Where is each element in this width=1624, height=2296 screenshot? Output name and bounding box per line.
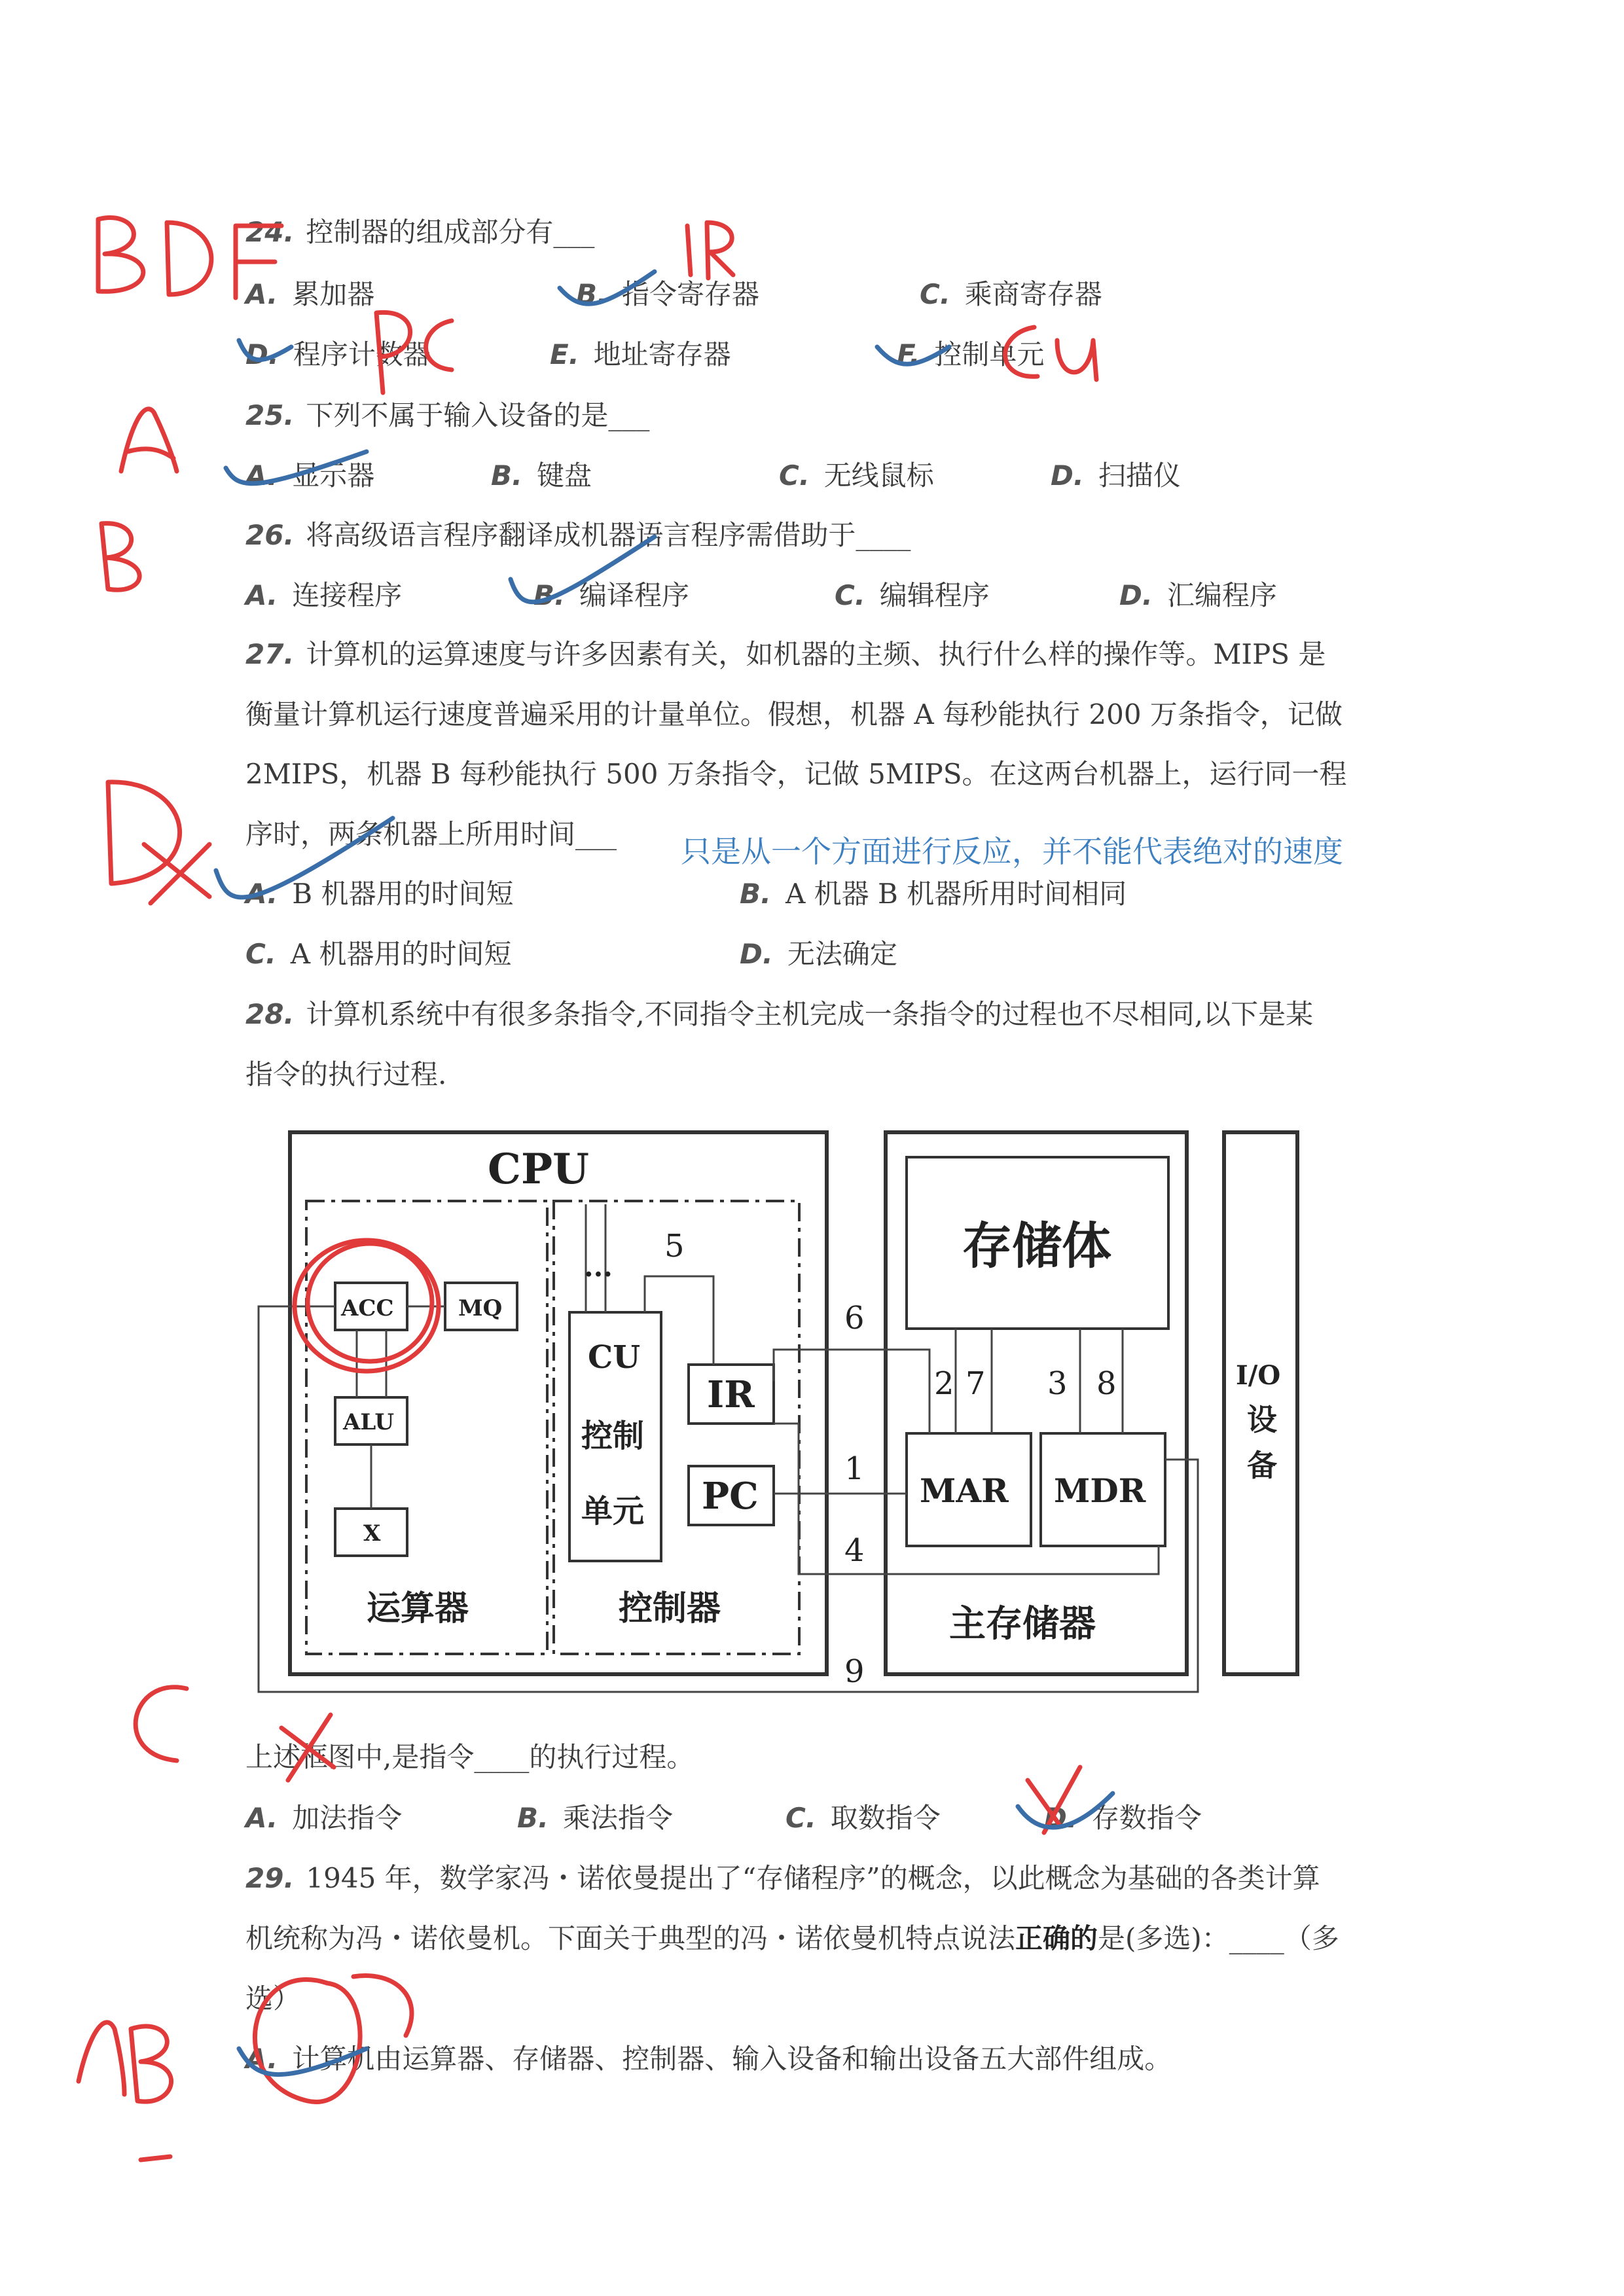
step-6: 6 <box>844 1300 865 1336</box>
q28-after-diagram: 上述框图中,是指令____的执行过程。 <box>245 1741 695 1773</box>
q25-option-d[interactable]: D. 扫描仪 <box>1051 459 1181 492</box>
pc-label: PC <box>702 1475 759 1518</box>
q27-line-3: 2MIPS，机器 B 每秒能执行 500 万条指令，记做 5MIPS。在这两台机器上，运行同一程 <box>245 758 1347 790</box>
ir-label: IR <box>707 1373 755 1416</box>
mq-box <box>445 1283 517 1330</box>
ir-box <box>689 1365 774 1424</box>
controller-label: 控制器 <box>619 1588 721 1628</box>
q28-option-b[interactable]: B. 乘法指令 <box>517 1802 673 1834</box>
q27-option-a[interactable]: A. B 机器用的时间短 <box>245 878 514 910</box>
q27-teacher-note: 只是从一个方面进行反应，并不能代表绝对的速度 <box>681 834 1343 869</box>
alu-box <box>335 1397 407 1444</box>
q24-option-e[interactable]: E. 地址寄存器 <box>550 338 731 370</box>
controller-group-box <box>554 1201 799 1654</box>
step-3: 3 <box>1047 1365 1068 1402</box>
ir-handwritten-note <box>687 223 733 278</box>
step-2: 2 <box>934 1365 954 1402</box>
q27-line-2: 衡量计算机运行速度普遍采用的计量单位。假想，机器 A 每秒能执行 200 万条指令，记做 <box>245 698 1343 730</box>
q24-option-c[interactable]: C. 乘商寄存器 <box>920 278 1102 310</box>
mdr-label: MDR <box>1054 1471 1146 1510</box>
cpu-box <box>290 1132 827 1674</box>
svg-text:A: A <box>124 471 125 472</box>
q29-line-1: 29. 1945 年，数学家冯・诺依曼提出了“存储程序”的概念，以此概念为基础的各类计算 <box>245 1862 1320 1894</box>
io-label-3: 备 <box>1247 1448 1277 1483</box>
mq-label: MQ <box>458 1295 503 1321</box>
q25-stem: 25. 下列不属于输入设备的是___ <box>245 399 650 431</box>
io-box <box>1224 1132 1297 1674</box>
cu-dots: ... <box>584 1251 613 1283</box>
svg-text:AB: AB <box>79 2094 80 2095</box>
cu-box <box>569 1312 661 1561</box>
q27-option-b[interactable]: B. A 机器 B 机器所用时间相同 <box>740 878 1127 910</box>
q24-stem: 24. 控制器的组成部分有___ <box>245 216 595 248</box>
x-box <box>335 1509 407 1556</box>
cu-label-3: 单元 <box>581 1493 645 1530</box>
io-label-1: I/O <box>1236 1360 1281 1391</box>
alu-group-box <box>306 1201 547 1654</box>
acc-box <box>335 1283 407 1330</box>
q27-handwritten-answer <box>108 782 209 903</box>
svg-text:IR: IR <box>687 275 689 276</box>
q26-option-b[interactable]: B. 编译程序 <box>533 579 689 611</box>
mar-label: MAR <box>920 1471 1009 1510</box>
cu-label-2: 控制 <box>581 1418 645 1454</box>
alu-label: ALU <box>343 1409 395 1435</box>
q27-option-c[interactable]: C. A 机器用的时间短 <box>245 938 512 970</box>
main-memory-label: 主存储器 <box>949 1602 1096 1645</box>
q25-option-b[interactable]: B. 键盘 <box>491 459 592 492</box>
q27-option-d[interactable]: D. 无法确定 <box>740 938 897 970</box>
main-memory-box <box>886 1132 1187 1674</box>
cpu-label: CPU <box>488 1145 589 1194</box>
step-5: 5 <box>664 1228 685 1265</box>
q26-option-c[interactable]: C. 编辑程序 <box>835 579 990 611</box>
q26-handwritten-answer <box>101 524 139 590</box>
mdr-box <box>1041 1433 1165 1546</box>
q26-option-d[interactable]: D. 汇编程序 <box>1119 579 1277 611</box>
q28-line-1: 28. 计算机系统中有很多条指令,不同指令主机完成一条指令的过程也不尽相同,以下是某 <box>245 998 1314 1030</box>
q25-option-c[interactable]: C. 无线鼠标 <box>779 459 934 492</box>
q27-line-4: 序时，两条机器上所用时间___ <box>245 818 617 850</box>
x-label: X <box>363 1520 381 1547</box>
q24-option-d[interactable]: D. 程序计数器 <box>245 338 431 370</box>
q26-option-a[interactable]: A. 连接程序 <box>245 579 403 611</box>
q25-handwritten-answer <box>121 409 177 472</box>
step-4: 4 <box>844 1532 865 1569</box>
step-9: 9 <box>844 1653 865 1690</box>
q29-line-3: 选） <box>245 1982 301 2015</box>
storage-body-label: 存储体 <box>962 1217 1111 1275</box>
acc-circle <box>295 1240 439 1371</box>
q27-line-1: 27. 计算机的运算速度与许多因素有关，如机器的主频、执行什么样的操作等。MIPS 是 <box>245 638 1326 670</box>
q24-option-a[interactable]: A. 累加器 <box>245 278 375 310</box>
q24-option-b[interactable]: B. 指令寄存器 <box>576 278 759 310</box>
q28-line-2: 指令的执行过程. <box>245 1058 447 1090</box>
pc-box <box>689 1466 774 1525</box>
mar-box <box>907 1433 1031 1546</box>
step-8: 8 <box>1096 1365 1117 1402</box>
storage-body-box <box>907 1157 1168 1329</box>
q26-stem: 26. 将高级语言程序翻译成机器语言程序需借助于____ <box>245 519 911 551</box>
step-7: 7 <box>965 1365 986 1402</box>
step-1: 1 <box>844 1450 865 1487</box>
q28-option-c[interactable]: C. 取数指令 <box>785 1802 941 1834</box>
io-label-2: 设 <box>1247 1402 1277 1437</box>
cu-label-1: CU <box>588 1339 641 1376</box>
alu-unit-label: 运算器 <box>367 1588 469 1628</box>
q29-line-2: 机统称为冯・诺依曼机。下面关于典型的冯・诺依曼机特点说法正确的是(多选)：____（多 <box>245 1922 1339 1954</box>
q25-option-a[interactable]: A. 显示器 <box>245 459 375 492</box>
acc-label: ACC <box>341 1295 394 1321</box>
q28-option-a[interactable]: A. 加法指令 <box>245 1802 403 1834</box>
q28-option-d[interactable]: D. 存数指令 <box>1044 1802 1202 1834</box>
q29-option-a[interactable]: A. 计算机由运算器、存储器、控制器、输入设备和输出设备五大部件组成。 <box>245 2043 1172 2075</box>
q24-option-f[interactable]: F. 控制单元 <box>897 338 1045 370</box>
svg-text:B: B <box>101 589 102 590</box>
